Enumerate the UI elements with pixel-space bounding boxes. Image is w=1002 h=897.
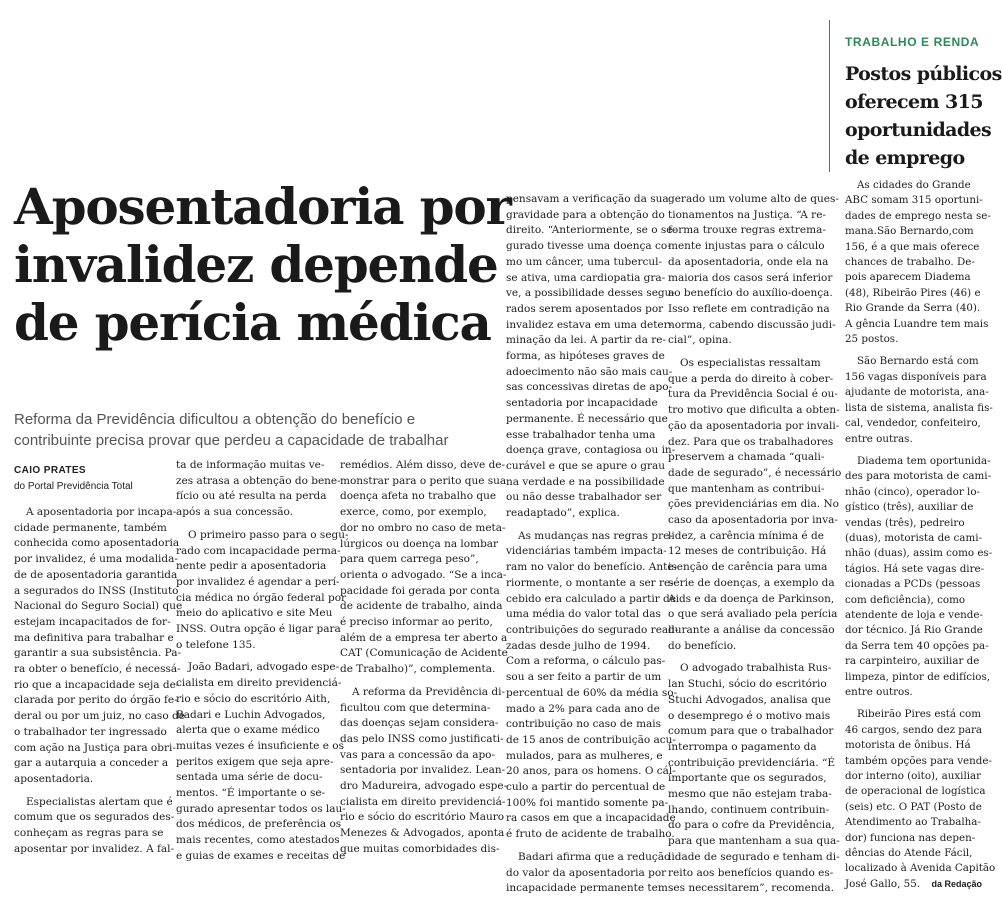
text-line: Isso reflete em contradição na: [668, 302, 830, 315]
text-line: remédios. Além disso, deve de-: [340, 459, 506, 471]
text-line: a segurados do INSS (Instituto: [14, 584, 179, 597]
text-line: de operacional de logística: [845, 785, 986, 798]
text-line: norma, cabendo discussão judi-: [668, 318, 836, 331]
text-line: e guias de exames e receitas de: [176, 849, 346, 862]
text-line: que mantenham as contribui-: [668, 482, 825, 495]
text-line: o desemprego é o motivo mais: [668, 709, 831, 722]
article-column-4: [506, 192, 679, 895]
text-line: cia médica no órgão federal por: [176, 591, 347, 604]
text-line: dor) funciona nas depen-: [845, 831, 976, 844]
text-line: ram no valor do benefício. Ante-: [506, 561, 678, 574]
text-line: 25 postos.: [845, 333, 899, 346]
text-line: além de a empresa ter aberto a: [340, 631, 508, 644]
text-line: riormente, o montante a ser re-: [506, 576, 674, 589]
text-line: isenção de carência para uma: [668, 561, 828, 574]
text-line: da aposentadoria, onde ela na: [668, 255, 829, 268]
text-line: lhando, continuem contribuin-: [668, 803, 830, 816]
text-line: tágios. Há sete vagas dire-: [845, 562, 985, 575]
text-line: durante a análise da concessão: [668, 623, 835, 636]
text-line: com ação na Justiça para obri-: [14, 741, 176, 754]
text-line: de acidente de trabalho, ainda: [340, 600, 503, 613]
text-line: pacidade foi gerada por conta: [340, 584, 500, 597]
text-line: zadas desde julho de 1994.: [506, 639, 651, 652]
text-line: João Badari, advogado espe-: [188, 661, 340, 674]
text-line: ajudante de motorista, ana-: [845, 386, 989, 399]
text-line: do para o cofre da Previdência,: [668, 819, 835, 832]
text-line: Menezes & Advogados, aponta: [340, 827, 505, 840]
text-line: fício ou até resulta na perda: [176, 490, 327, 503]
text-line: ve, a possibilidade desses segu-: [506, 287, 675, 300]
text-line: muitas vezes é insuficiente e os: [176, 739, 344, 752]
author-name: CAIO PRATES: [14, 465, 86, 476]
text-line: Stuchi Advogados, analisa que: [668, 693, 831, 706]
text-line: ta de informação muitas ve-: [176, 459, 325, 471]
text-line: rados serem aposentados por: [506, 302, 664, 315]
text-line: cialista em direito previdenciá-: [176, 677, 342, 690]
signature: da Redação: [931, 878, 982, 889]
sidebar-headline-line: oferecem 315: [845, 91, 983, 113]
text-line: (48), Ribeirão Pires (46) e: [845, 286, 981, 299]
subheadline-line: Reforma da Previdência dificultou a obtenção do benefício e: [14, 411, 416, 428]
text-line: monstrar para o perito que sua: [340, 474, 507, 487]
text-line: série de doenças, a exemplo da: [668, 576, 835, 589]
text-line: percentual de 60% da média so-: [506, 686, 678, 699]
article-column-1: [14, 505, 185, 855]
text-line: peritos exigem que seja apre-: [176, 755, 334, 768]
text-line: O advogado trabalhista Rus-: [680, 662, 832, 675]
text-line: dências do Atende Fácil,: [845, 847, 973, 860]
text-line: rado com incapacidade perma-: [176, 544, 341, 557]
text-line: Nacional do Seguro Social) que: [14, 600, 183, 613]
text-line: do valor da aposentadoria por: [506, 866, 667, 879]
text-line: A gência Luandre tem mais: [845, 317, 989, 330]
text-line: Atendimento ao Trabalha-: [845, 816, 981, 829]
text-line: culo a partir do percentual de: [506, 781, 666, 794]
text-line: também opções para vende-: [845, 754, 992, 767]
text-line: 46 cargos, sendo dez para: [845, 723, 983, 736]
text-line: sas concessivas diretas de apo-: [506, 381, 673, 394]
paragraph-gap: [668, 654, 818, 661]
text-line: dos médicos, de preferência os: [176, 818, 342, 831]
paragraph-gap: [506, 522, 656, 529]
text-line: aposentadoria.: [14, 772, 94, 785]
text-line: entre outras.: [845, 432, 913, 445]
text-line: conhecida como aposentadoria: [14, 537, 180, 550]
text-line: Rio Grande da Serra (40).: [845, 302, 981, 315]
text-line: sou a ser feito a partir de um: [506, 671, 662, 684]
text-line: reito aos benefícios quando es-: [668, 866, 834, 879]
text-line: motorista de ônibus. Há: [845, 739, 971, 752]
text-line: ra obter o benefício, é necessá-: [14, 663, 181, 676]
paragraph-gap: [14, 788, 164, 795]
headline-line: invalidez depende: [14, 235, 498, 294]
text-line: lista de sistema, analista fis-: [845, 401, 993, 414]
text-line: é fruto de acidente de trabalho.: [506, 828, 675, 841]
text-line: cial”, opina.: [668, 334, 732, 347]
paragraph-gap: [845, 700, 982, 707]
text-line: orienta o advogado. “Se a inca-: [340, 568, 507, 581]
sidebar-headline-line: oportunidades: [845, 119, 992, 141]
text-line: o telefone 135.: [176, 638, 256, 651]
text-line: des para motorista de cami-: [845, 470, 992, 483]
text-line: gravidade para a obtenção do: [506, 208, 665, 221]
sidebar-headline-line: Postos públicos: [845, 63, 1002, 85]
text-line: das doenças sejam considera-: [340, 717, 499, 730]
sidebar-headline: [845, 60, 1002, 172]
author-organization: do Portal Previdência Total: [14, 481, 133, 492]
text-line: cal, vendedor, confeiteiro,: [845, 417, 981, 430]
text-line: mente injustas para o cálculo: [668, 240, 825, 253]
text-line: o que será avaliado pela perícia: [668, 608, 838, 621]
text-line: As mudanças nas regras pre-: [518, 529, 673, 542]
text-line: INSS. Outra opção é ligar para: [176, 623, 341, 636]
text-line: aposentar por invalidez. A fal-: [14, 842, 175, 855]
text-line: sentada uma série de docu-: [176, 771, 323, 784]
text-line: (seis) etc. O PAT (Posto de: [845, 800, 982, 813]
text-line: 156 vagas disponíveis para: [845, 370, 987, 383]
text-line: Ribeirão Pires está com: [857, 708, 982, 721]
article-column-5: [668, 192, 842, 895]
text-line: A aposentadoria por incapa-: [26, 506, 177, 518]
text-line: dor no ombro no caso de meta-: [340, 521, 506, 534]
text-line: ma definitiva para trabalhar e: [14, 631, 174, 644]
text-line: ses necessitarem”, recomenda.: [668, 882, 834, 895]
text-line: dade de segurado”, é necessário: [668, 466, 842, 479]
text-line: adoecimento não são mais cau-: [506, 365, 673, 378]
text-line: vas para a concessão da apo-: [340, 748, 496, 761]
text-line: estejam incapacitados de for-: [14, 615, 171, 628]
text-line: As cidades do Grande: [857, 179, 971, 191]
text-line: 20 anos, para os homens. O cál-: [506, 765, 676, 778]
text-line: curável e que se apure o grau: [506, 459, 666, 472]
text-line: dor interno (oito), auxiliar: [845, 770, 982, 783]
text-line: contribuição previdenciária. “É: [668, 756, 835, 769]
text-line: lidez, a carência mínima é de: [668, 529, 824, 542]
text-line: ra carpinteiro, auxiliar de: [845, 655, 980, 668]
text-line: CAT (Comunicação de Acidente: [340, 647, 508, 660]
text-line: São Bernardo está com: [857, 355, 979, 368]
text-line: uma média do valor total das: [506, 608, 661, 621]
text-line: Com a reforma, o cálculo pas-: [506, 655, 666, 668]
text-line: doença grave, contagiosa ou in-: [506, 444, 676, 457]
text-line: caso da aposentadoria por inva-: [668, 514, 838, 527]
text-line: Badari e Luchin Advogados,: [176, 708, 326, 721]
text-line: gurado tivesse uma doença co-: [506, 240, 671, 253]
text-line: lidade de segurado e tenham di-: [668, 850, 840, 863]
text-line: de de aposentadoria garantida: [14, 568, 178, 581]
text-line: maioria dos casos será inferior: [668, 271, 833, 284]
text-line: doença afeta no trabalho que: [340, 490, 497, 503]
headline-line: Aposentadoria por: [14, 177, 511, 236]
section-label: TRABALHO E RENDA: [845, 35, 980, 49]
text-line: O primeiro passo para o segu-: [188, 528, 349, 541]
text-line: por invalidez é agendar a perí-: [176, 575, 340, 588]
text-line: contribuição no caso de mais: [506, 718, 662, 731]
text-line: limpeza, pintor de edifícios,: [845, 670, 991, 683]
text-line: rio e sócio do escritório Aith,: [176, 692, 331, 705]
text-line: por invalidez, é uma modalida-: [14, 553, 178, 566]
text-line: ficultou com que determina-: [340, 701, 491, 714]
text-line: comum que os segurados des-: [14, 811, 175, 824]
text-line: sentadoria por incapacidade: [506, 397, 658, 410]
paragraph-gap: [668, 349, 818, 356]
text-line: José Gallo, 55. da Redação: [845, 877, 982, 892]
text-line: pois aparecem Diadema: [845, 271, 971, 284]
text-line: cionadas a PCDs (pessoas: [845, 578, 981, 591]
text-line: ra casos em que a incapacidade: [506, 812, 676, 825]
text-line: pensavam a verificação da sua: [506, 193, 669, 205]
article-column-3: [340, 458, 508, 855]
text-line: mentos. “É importante o se-: [176, 787, 326, 800]
text-line: de Trabalho)”, complementa.: [340, 663, 496, 676]
text-line: Badari afirma que a redução: [518, 850, 671, 863]
text-line: para quem carrega peso”,: [340, 553, 479, 566]
text-line: entre outros.: [845, 686, 913, 698]
paragraph-gap: [176, 521, 326, 528]
text-line: vendas (três), pedreiro: [845, 516, 965, 529]
text-line: 156, é a que mais oferece: [845, 240, 980, 253]
sidebar-divider: [829, 20, 830, 172]
text-line: ABC somam 315 oportuni-: [845, 194, 983, 207]
text-line: minação da lei. A partir da re-: [506, 334, 667, 347]
text-line: cebido era calculado a partir de: [506, 592, 676, 605]
text-line: mulados, para as mulheres, e: [506, 749, 663, 762]
subheadline-line: contribuinte precisa provar que perdeu a capacidade de trabalhar: [14, 432, 449, 449]
headline: [14, 178, 534, 352]
text-line: permanente. É necessário que: [506, 412, 668, 425]
text-line: cidade permanente, também: [14, 521, 167, 534]
text-line: videnciárias também impacta-: [506, 545, 667, 558]
text-line: que a perda do direito à cober-: [668, 372, 834, 385]
text-line: gerado um volume alto de ques-: [668, 193, 839, 205]
subheadline: [14, 409, 494, 451]
text-line: zes atrasa a obtenção do bene-: [176, 474, 341, 487]
text-line: chances de trabalho. De-: [845, 256, 975, 269]
text-line: forma, as hipóteses graves de: [506, 350, 665, 363]
text-line: rio que a incapacidade seja de-: [14, 678, 180, 691]
text-line: após a sua concessão.: [176, 506, 293, 519]
text-line: de 15 anos de contribuição acu-: [506, 733, 676, 746]
text-line: nhão (duas), assim como es-: [845, 547, 993, 560]
text-line: mana.São Bernardo,com: [845, 225, 974, 238]
text-line: sentadoria por invalidez. Lean-: [340, 764, 506, 777]
text-line: o trabalhador ter ingressado: [14, 725, 167, 738]
text-line: se ativa, uma cardiopatia gra-: [506, 271, 666, 284]
text-line: ção da aposentadoria por invali-: [668, 419, 840, 432]
text-line: (duas), motorista de cami-: [845, 531, 982, 544]
text-line: que muitas comorbidades dis-: [340, 842, 500, 855]
text-line: cialista em direito previdenciá-: [340, 795, 506, 808]
text-line: alerta que o exame médico: [176, 724, 320, 737]
text-line: rio e sócio do escritório Mauro: [340, 811, 505, 824]
sidebar-column: [845, 178, 996, 890]
text-line: forma trouxe regras extrema-: [668, 224, 826, 237]
paragraph-gap: [340, 678, 490, 685]
text-line: na verdade e na possibilidade: [506, 475, 665, 488]
text-line: invalidez estava em uma deter-: [506, 318, 673, 331]
text-line: importante que os segurados,: [668, 772, 827, 785]
text-line: do benefício.: [668, 639, 737, 652]
text-line: localizado à Avenida Capitão: [845, 862, 996, 875]
text-line: é preciso informar ao perito,: [340, 616, 493, 629]
text-line: garantir a sua subsistência. Pa-: [14, 647, 182, 660]
text-line: nente pedir a aposentadoria: [176, 560, 327, 573]
paragraph-gap: [845, 447, 982, 454]
text-line: interrompa o pagamento da: [668, 740, 817, 753]
text-line: ao benefício do auxílio-doença.: [668, 287, 833, 300]
text-line: meio do aplicativo e site Meu: [176, 607, 333, 620]
text-line: dro Madureira, advogado espe-: [340, 780, 508, 793]
text-line: conheçam as regras para se: [14, 827, 164, 840]
text-line: dor técnico. Já Rio Grande: [845, 624, 983, 637]
text-line: tura da Previdência Social é ou-: [668, 388, 838, 401]
text-line: para que mantenham a sua qua-: [668, 835, 840, 848]
text-line: mado a 2% para cada ano de: [506, 702, 660, 715]
text-line: Os especialistas ressaltam: [680, 357, 821, 370]
text-line: mesmo que não estejam traba-: [668, 788, 832, 801]
text-line: gurado apresentar todos os lau-: [176, 802, 346, 815]
article-column-2: [176, 458, 349, 862]
text-line: atendente de loja e vende-: [845, 608, 983, 621]
text-line: esse trabalhador tenha uma: [506, 428, 656, 441]
text-line: mo um câncer, uma tubercul-: [506, 255, 663, 268]
text-line: com deficiência), como: [845, 593, 966, 606]
text-line: tro motivo que dificulta a obten-: [668, 404, 840, 417]
text-line: mais recentes, como atestados: [176, 834, 340, 847]
text-line: 12 meses de contribuição. Há: [668, 545, 827, 558]
text-line: 100% foi mantido somente pa-: [506, 796, 669, 809]
byline: [14, 464, 154, 493]
text-line: exerce, como, por exemplo,: [340, 506, 487, 519]
text-line: clarada por perito do órgão fe-: [14, 694, 178, 707]
text-line: Diadema tem oportunida-: [857, 454, 991, 467]
text-line: dades de emprego nesta se-: [845, 209, 991, 222]
text-line: A reforma da Previdência di-: [352, 685, 506, 698]
text-line: contribuições do segurado reali-: [506, 623, 679, 636]
text-line: Aids e da doença de Parkinson,: [668, 592, 835, 605]
text-line: dez. Para que os trabalhadores: [668, 435, 834, 448]
text-line: comum para que o trabalhador: [668, 725, 834, 738]
text-line: da Serra tem 40 opções pa-: [845, 639, 989, 652]
text-line: Especialistas alertam que é: [26, 795, 173, 808]
text-line: preservem a chamada “quali-: [668, 451, 825, 464]
text-line: readaptado”, explica.: [506, 507, 620, 520]
text-line: tionamentos na Justiça. “A re-: [668, 208, 826, 221]
text-line: ou não desse trabalhador ser: [506, 491, 662, 504]
paragraph-gap: [176, 653, 326, 660]
paragraph-gap: [845, 347, 982, 354]
text-line: lúrgicos ou doença na lombar: [340, 537, 499, 550]
text-line: deral ou por um juiz, no caso de: [14, 710, 185, 723]
text-line: nhão (cinco), operador lo-: [845, 485, 981, 498]
paragraph-gap: [506, 843, 656, 850]
text-line: gar a autarquia a conceder a: [14, 757, 169, 770]
text-line: gístico (três), auxiliar de: [845, 501, 974, 514]
text-line: das pelo INSS como justificati-: [340, 732, 504, 745]
sidebar-headline-line: de emprego: [845, 147, 965, 169]
text-line: ções previdenciárias em dia. No: [668, 498, 839, 511]
text-line: direito. “Anteriormente, se o se-: [506, 224, 677, 237]
text-line: lan Stuchi, sócio do escritório: [668, 678, 827, 691]
text-line: incapacidade permanente tem: [506, 882, 668, 895]
headline-line: de perícia médica: [14, 293, 491, 352]
